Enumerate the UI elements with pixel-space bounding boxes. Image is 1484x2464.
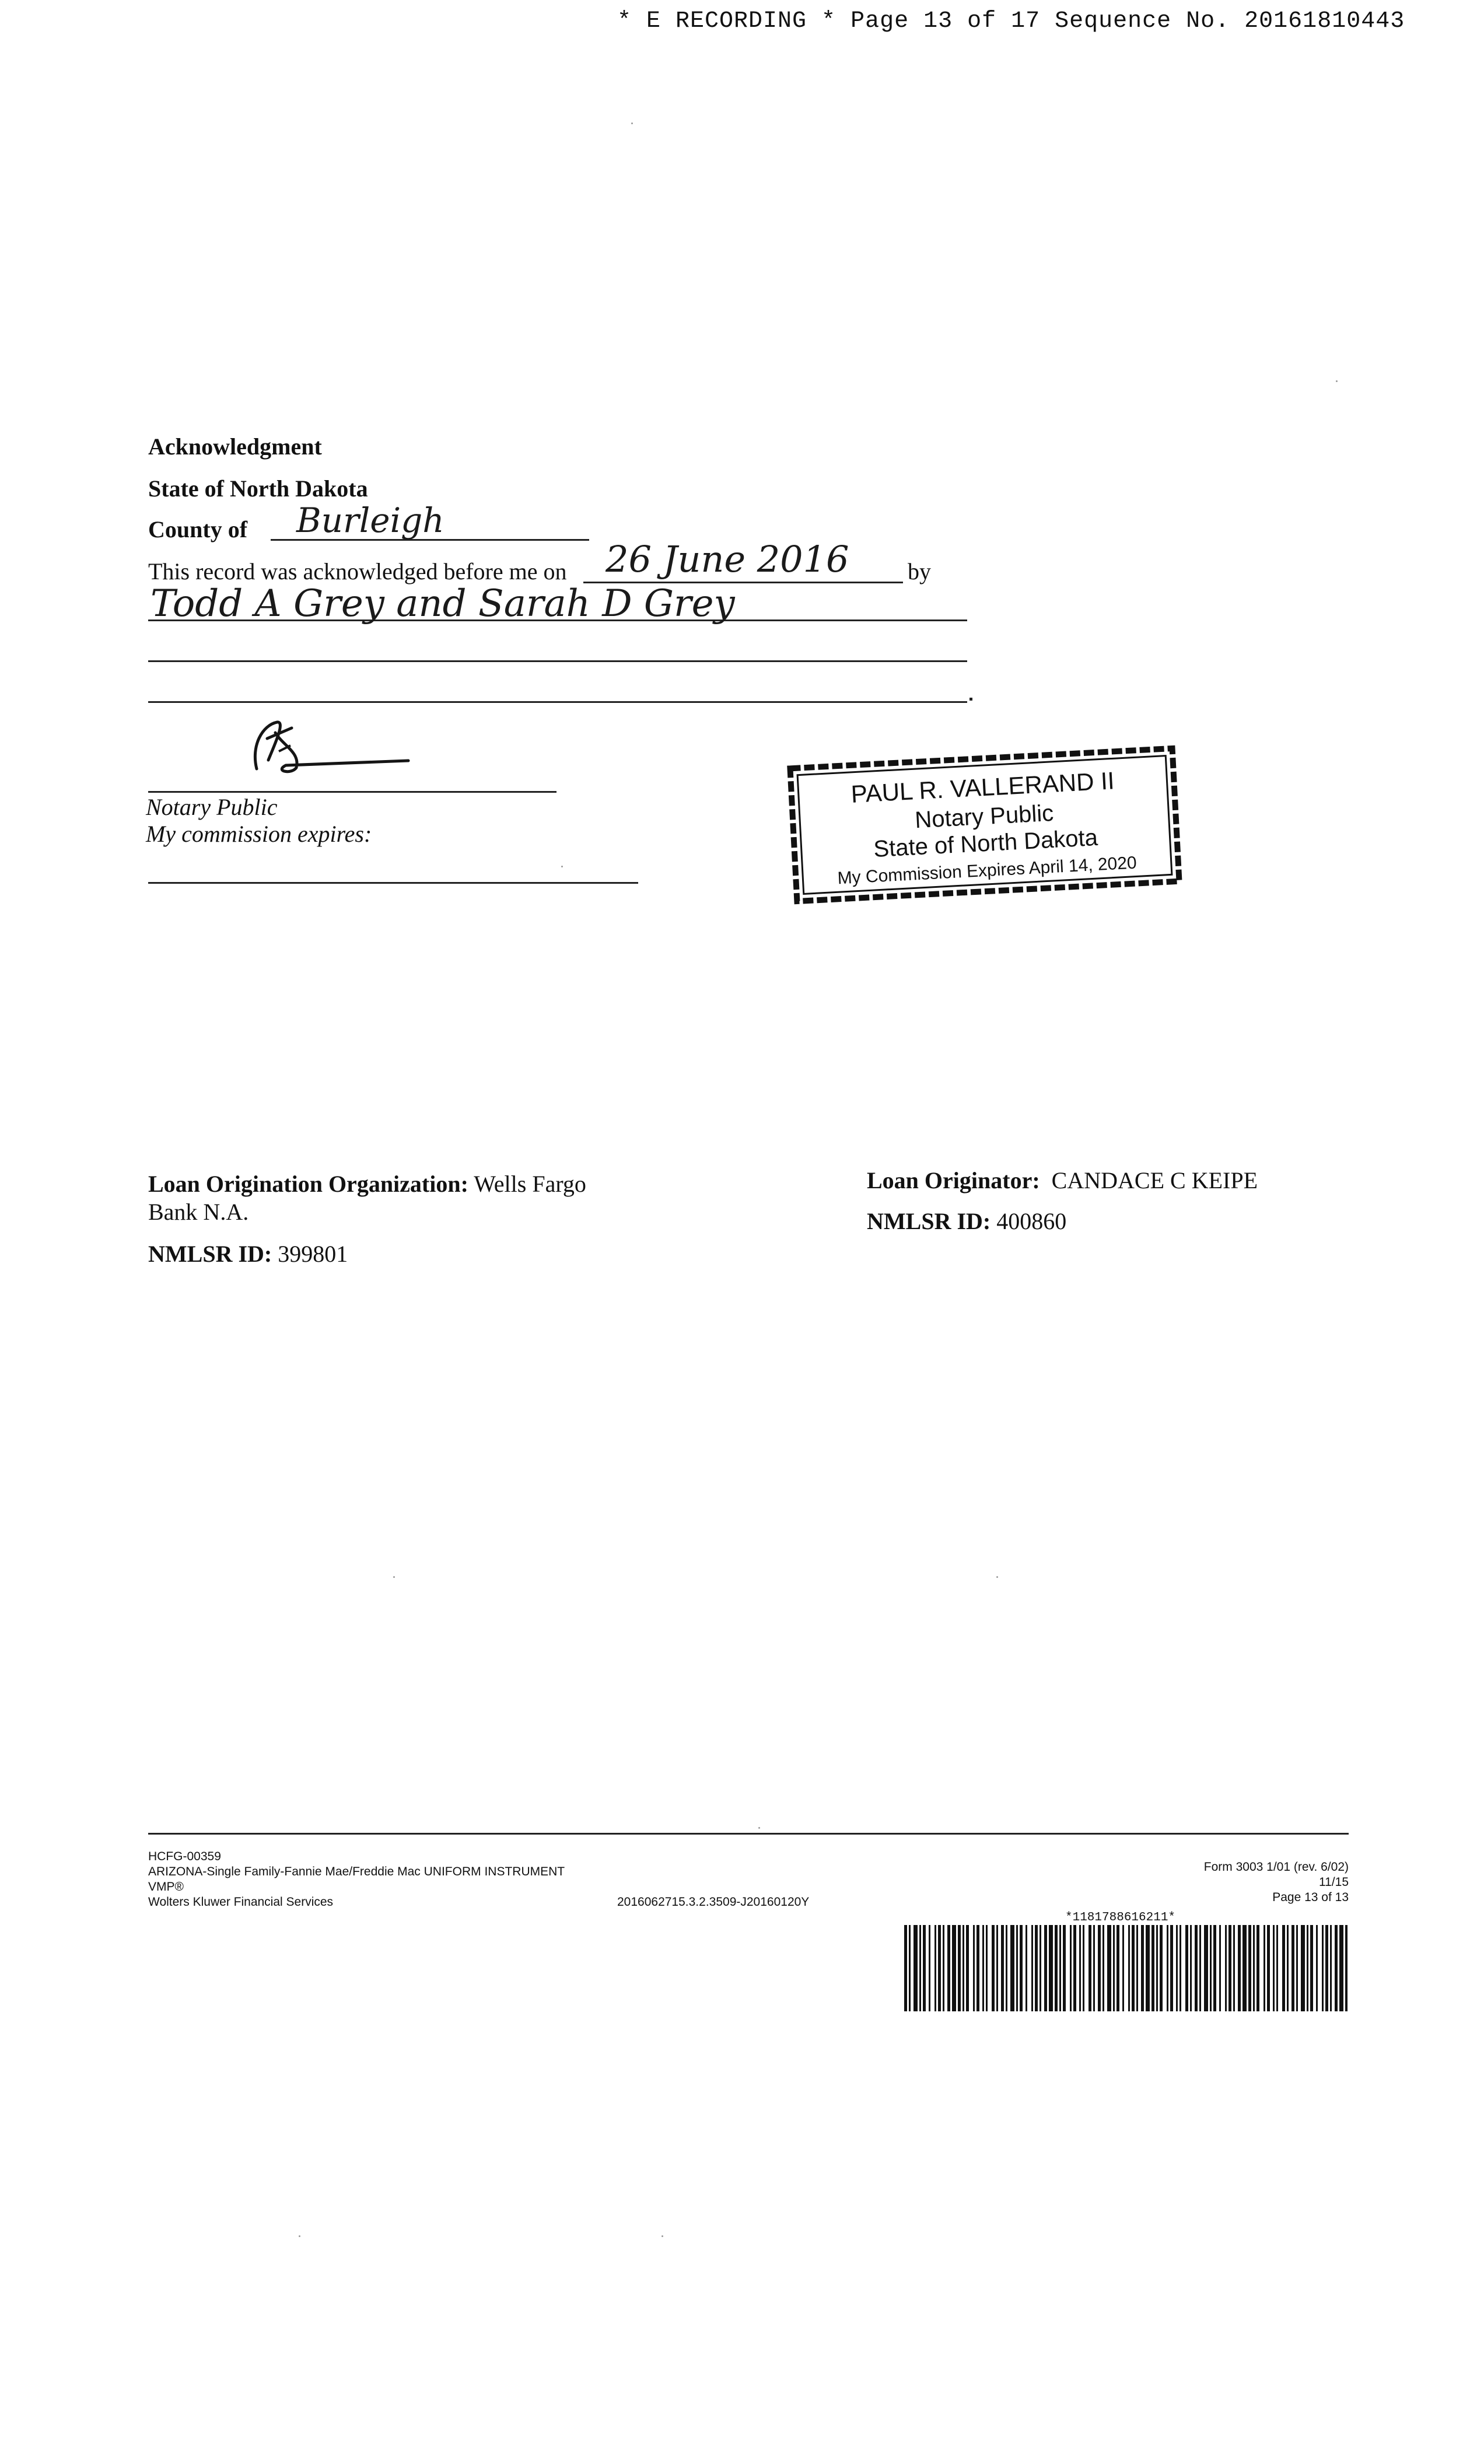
barcode-bar [1132,1925,1135,2011]
barcode-bar [1345,1925,1348,2011]
barcode-bar [1195,1925,1198,2011]
loan-org-nmlsr [148,1240,348,1268]
barcode-bar [1098,1925,1101,2011]
barcode-bar [1248,1925,1251,2011]
stamp-expiration: My Commission Expires April 14, 2020 [836,853,1138,888]
barcode-bar [1301,1925,1305,2011]
barcode-bar [1180,1925,1181,2011]
barcode-bar [1316,1925,1318,2011]
barcode-bar [1093,1925,1095,2011]
barcode-bar [929,1925,930,2011]
barcode-bar [958,1925,961,2011]
barcode-bar [973,1925,975,2011]
loan-org-nmlsr-value: 399801 [278,1241,348,1267]
scan-speck [561,866,563,867]
barcode-bar [1102,1925,1104,2011]
barcode-bar [966,1925,969,2011]
barcode-bar [1335,1925,1338,2011]
barcode-bar [963,1925,964,2011]
barcode-bar [1204,1925,1208,2011]
acknowledgment-title: Acknowledgment [148,433,322,460]
barcode-text: *1181788616211* [1065,1911,1176,1924]
recording-header: * E RECORDING * Page 13 of 17 Sequence No. 20161810443 [617,8,1405,34]
barcode-bar [1136,1925,1138,2011]
barcode-bar [1170,1925,1173,2011]
barcode-bar [1010,1925,1014,2011]
barcode-bar [1213,1925,1216,2011]
barcode-bar [1026,1925,1027,2011]
barcode-bar [947,1925,950,2011]
barcode-bar [1238,1925,1241,2011]
by-label: by [908,558,931,584]
scan-speck [631,123,633,124]
barcode-bar [1006,1925,1007,2011]
barcode-bar [1282,1925,1285,2011]
scan-speck [299,2235,300,2237]
barcode-bar [1176,1925,1178,2011]
barcode-bar [1031,1925,1033,2011]
stamp-notary-name: PAUL R. VALLERAND II [850,766,1115,808]
scan-speck [393,1576,395,1578]
barcode-bar [1049,1925,1053,2011]
barcode-bar [1088,1925,1091,2011]
barcode-bar [1219,1925,1221,2011]
barcode-bar [1322,1925,1324,2011]
barcode-bar [1122,1925,1124,2011]
signers-handwritten: Todd A Grey and Sarah D Grey [150,582,735,625]
barcode-bar [1059,1925,1061,2011]
barcode-bar [996,1925,998,2011]
loan-org-nmlsr-label: NMLSR ID: [148,1241,272,1267]
barcode-bar [923,1925,926,2011]
barcode-bar [1256,1925,1259,2011]
barcode-bar [935,1925,936,2011]
stamp-notary-title: Notary Public [914,800,1055,834]
barcode-bar [1210,1925,1212,2011]
loan-originator-nmlsr-label: NMLSR ID: [867,1208,991,1234]
barcode-bar [1330,1925,1332,2011]
barcode-bar [1044,1925,1047,2011]
loan-originator-nmlsr [867,1208,1066,1236]
barcode-bar [1307,1925,1308,2011]
barcode-bar [1276,1925,1278,2011]
barcode-bar [1116,1925,1119,2011]
notary-signature-line [148,791,556,793]
notary-signature [233,710,420,780]
loan-originator-nmlsr-value: 400860 [996,1208,1067,1234]
barcode-bar [977,1925,979,2011]
notary-public-label: Notary Public [146,794,278,820]
footer-tracking-number: 2016062715.3.2.3509-J20160120Y [617,1895,810,1909]
barcode-bar [952,1925,956,2011]
barcode-bar [943,1925,944,2011]
loan-org-label: Loan Origination Organization: [148,1171,468,1197]
barcode-bar [1040,1925,1041,2011]
loan-org-value-line2: Bank N.A. [148,1199,249,1225]
barcode-bar [1296,1925,1298,2011]
scan-speck [662,2235,663,2237]
barcode-bar [1020,1925,1023,2011]
footer-vmp: VMP® [148,1880,184,1894]
barcode-bar [1225,1925,1227,2011]
barcode-bar [1128,1925,1130,2011]
period-mark [970,698,972,701]
barcode-bar [1264,1925,1265,2011]
barcode-bar [1185,1925,1188,2011]
signers-underline-2 [148,660,967,662]
county-handwritten: Burleigh [296,501,444,540]
barcode-bar [1190,1925,1192,2011]
scan-speck [996,1576,998,1578]
loan-originator-label: Loan Originator: [867,1167,1040,1194]
footer-publisher: Wolters Kluwer Financial Services [148,1895,334,1909]
barcode-bar [1292,1925,1294,2011]
barcode-bar [914,1925,918,2011]
barcode-bar [1083,1925,1084,2011]
loan-originator-line [867,1167,1258,1195]
barcode-bar [1253,1925,1255,2011]
barcode-bar [1267,1925,1270,2011]
barcode-bar [1113,1925,1115,2011]
stamp-state: State of North Dakota [873,824,1098,862]
barcode-bar [982,1925,984,2011]
barcode-bar [1070,1925,1072,2011]
barcode-bar [1035,1925,1038,2011]
barcode-bar [1001,1925,1004,2011]
barcode-bar [1233,1925,1235,2011]
barcode-bar [1156,1925,1158,2011]
barcode-bar [1273,1925,1275,2011]
barcode-bar [919,1925,921,2011]
barcode-bar [1325,1925,1328,2011]
barcode-bar [1063,1925,1066,2011]
barcode-bar [938,1925,941,2011]
notary-stamp [784,742,1185,907]
loan-org-value-line1: Wells Fargo [474,1171,586,1197]
barcode-bar [1152,1925,1154,2011]
barcode-bar [1107,1925,1111,2011]
barcode-bar [986,1925,988,2011]
footer-rule [148,1833,1349,1835]
barcode-bar [1146,1925,1150,2011]
barcode-bar [1167,1925,1168,2011]
loan-originator-value: CANDACE C KEIPE [1051,1167,1258,1194]
barcode-bar [1141,1925,1144,2011]
barcode-bar [1287,1925,1289,2011]
barcode-bar [992,1925,995,2011]
barcode-bar [1073,1925,1076,2011]
barcode-bar [1016,1925,1018,2011]
scan-speck [758,1827,760,1829]
barcode-bar [1055,1925,1058,2011]
footer-form-description: ARIZONA-Single Family-Fannie Mae/Freddie Mac UNIFORM INSTRUMENT [148,1865,565,1878]
footer-revision: 11/15 [1319,1875,1349,1889]
commission-label: My commission expires: [146,821,372,847]
footer-form-number: Form 3003 1/01 (rev. 6/02) [1203,1860,1349,1874]
barcode [904,1925,1350,2011]
commission-underline [148,882,638,884]
loan-org-line1 [148,1170,586,1198]
footer-page-number: Page 13 of 13 [1272,1891,1349,1904]
barcode-bar [1310,1925,1313,2011]
barcode-bar [1228,1925,1231,2011]
barcode-bar [1339,1925,1343,2011]
barcode-bar [909,1925,911,2011]
barcode-bar [904,1925,907,2011]
signers-underline-3 [148,701,967,703]
state-line: State of North Dakota [148,475,368,502]
record-text: This record was acknowledged before me on [148,558,567,584]
county-label: County of [148,516,248,542]
barcode-bar [1079,1925,1081,2011]
barcode-bar [1160,1925,1163,2011]
barcode-bar [1242,1925,1247,2011]
date-handwritten: 26 June 2016 [606,538,849,580]
footer-code: HCFG-00359 [148,1850,221,1863]
scan-speck [1336,380,1338,382]
barcode-bar [1199,1925,1201,2011]
